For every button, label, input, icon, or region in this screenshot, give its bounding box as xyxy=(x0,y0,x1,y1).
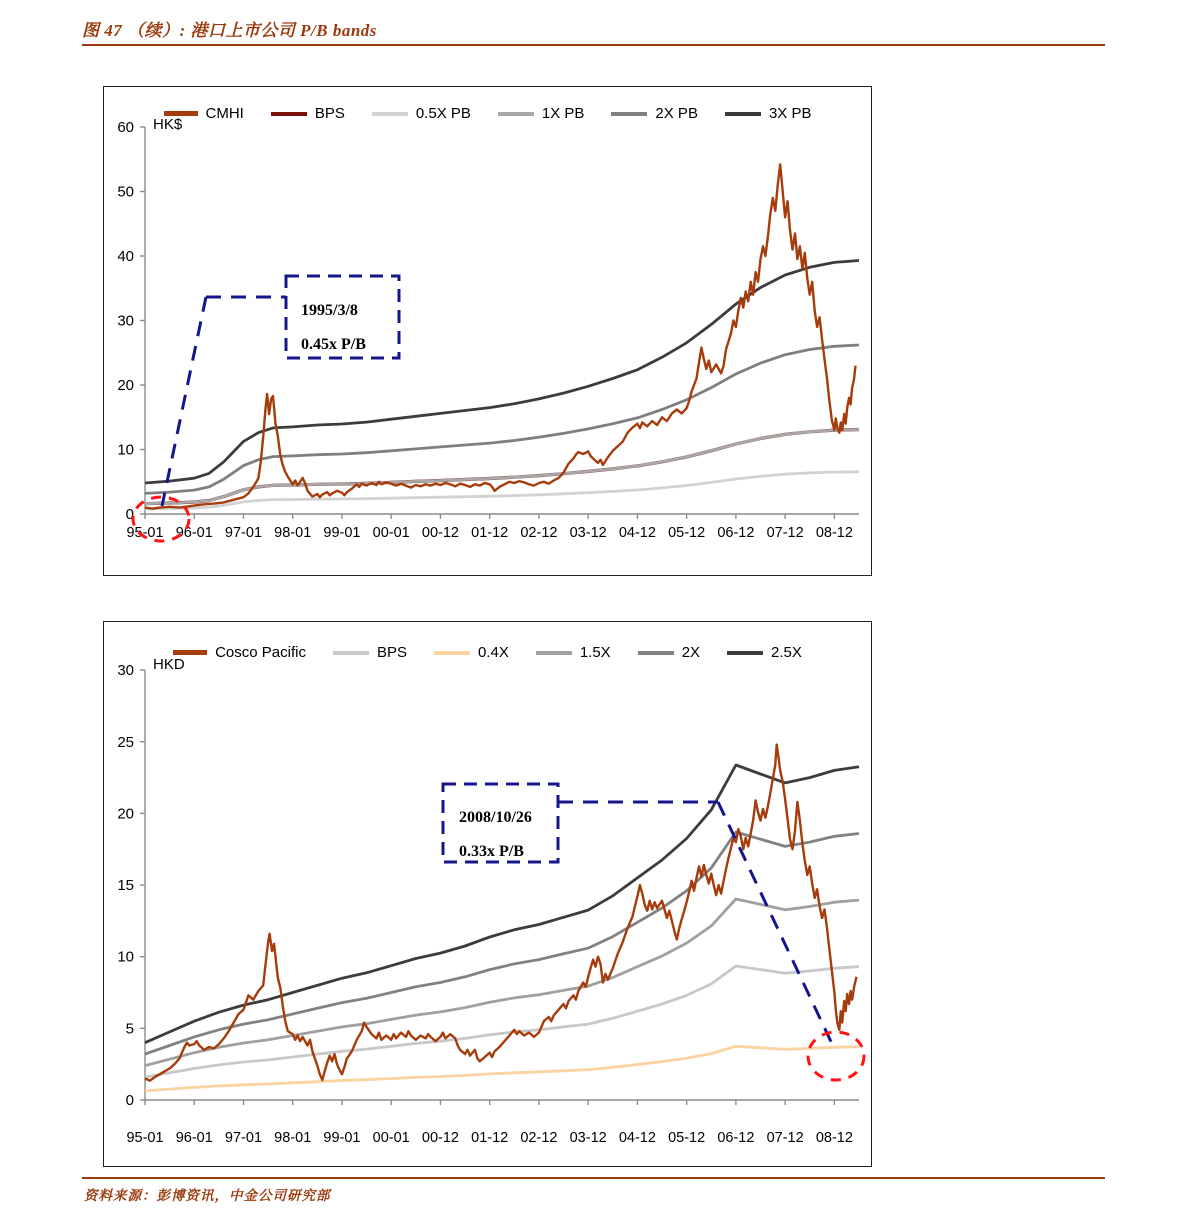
legend-label: 2.5X xyxy=(771,644,802,661)
figure-title: 图 47 （续）: 港口上市公司 P/B bands xyxy=(82,21,377,40)
legend-item xyxy=(536,644,611,661)
legend-item xyxy=(271,105,345,122)
legend-item xyxy=(372,105,471,122)
y-tick-label: 25 xyxy=(117,733,134,751)
y-tick-label: 10 xyxy=(117,441,134,459)
title-underline xyxy=(82,44,1105,46)
band-line-2x-pb xyxy=(145,345,859,493)
x-tick-label: 04-12 xyxy=(618,525,656,541)
legend-item xyxy=(727,644,802,661)
legend-item xyxy=(611,105,698,122)
legend-swatch xyxy=(372,112,408,116)
legend-label: 2X PB xyxy=(655,105,698,122)
x-tick-label: 95-01 xyxy=(126,525,164,541)
band-line-1.5x xyxy=(145,899,859,1066)
legend-label: 1X PB xyxy=(541,105,585,122)
legend-item xyxy=(725,105,812,122)
x-tick-label: 99-01 xyxy=(323,1130,361,1146)
x-tick-label: 01-12 xyxy=(471,525,509,541)
legend-label: 1.5X xyxy=(579,644,611,661)
x-tick-label: 06-12 xyxy=(717,525,755,541)
x-tick-label: 98-01 xyxy=(274,525,312,541)
legend-swatch xyxy=(434,651,470,655)
x-tick-label: 96-01 xyxy=(175,1130,213,1146)
x-tick-label: 97-01 xyxy=(224,1130,263,1146)
legend-swatch xyxy=(727,651,763,655)
legend-swatch xyxy=(498,112,534,116)
legend-swatch xyxy=(333,651,369,655)
legend-swatch xyxy=(611,112,647,116)
x-tick-label: 00-12 xyxy=(421,1130,459,1146)
y-tick-label: 30 xyxy=(117,312,134,330)
price-line-cmhi xyxy=(145,164,856,508)
legend-label: BPS xyxy=(314,105,345,122)
cmhi-legend xyxy=(104,105,871,122)
y-tick-label: 0 xyxy=(125,1092,134,1109)
cosco-legend xyxy=(104,644,871,661)
x-tick-label: 08-12 xyxy=(815,1130,853,1146)
annotation-text: 0.33x P/B xyxy=(459,843,524,860)
x-tick-label: 05-12 xyxy=(668,1130,706,1146)
y-tick-label: 60 xyxy=(117,119,134,136)
y-tick-label: 10 xyxy=(117,948,134,966)
x-tick-label: 07-12 xyxy=(766,525,804,541)
cosco-unit-label: HKD xyxy=(153,656,185,673)
annotation-leader-diagonal xyxy=(162,297,206,506)
y-tick-label: 5 xyxy=(125,1020,134,1038)
legend-item xyxy=(333,644,407,661)
legend-swatch xyxy=(271,112,307,116)
x-tick-label: 95-01 xyxy=(126,1130,164,1146)
footer-rule xyxy=(82,1177,1105,1179)
legend-swatch xyxy=(638,651,674,655)
x-tick-label: 98-01 xyxy=(274,1130,312,1146)
x-tick-label: 03-12 xyxy=(569,525,607,541)
x-tick-label: 05-12 xyxy=(668,525,706,541)
x-tick-label: 97-01 xyxy=(224,525,263,541)
x-tick-label: 07-12 xyxy=(766,1130,804,1146)
legend-item xyxy=(498,105,585,122)
legend-label: 0.4X xyxy=(477,644,509,661)
legend-label: BPS xyxy=(376,644,407,661)
x-tick-label: 04-12 xyxy=(618,1130,656,1146)
highlight-ellipse xyxy=(808,1032,864,1080)
legend-label: 2X xyxy=(681,644,701,661)
legend-swatch xyxy=(536,651,572,655)
cosco-chart-canvas xyxy=(104,622,871,1166)
legend-label: 0.5X PB xyxy=(415,105,471,122)
x-tick-label: 03-12 xyxy=(569,1130,607,1146)
y-tick-label: 40 xyxy=(117,248,134,265)
price-line-cosco-pacific xyxy=(145,745,857,1081)
x-tick-label: 01-12 xyxy=(471,1130,509,1146)
cmhi-unit-label: HK$ xyxy=(153,116,183,133)
x-tick-label: 00-01 xyxy=(372,1130,410,1146)
annotation-text: 2008/10/26 xyxy=(459,809,532,826)
x-tick-label: 96-01 xyxy=(175,525,213,541)
y-tick-label: 30 xyxy=(117,662,134,680)
y-tick-label: 20 xyxy=(117,805,134,823)
legend-label: CMHI xyxy=(205,105,244,122)
band-line-0.4x xyxy=(145,1046,859,1090)
legend-label: 3X PB xyxy=(768,105,812,122)
legend-label: Cosco Pacific xyxy=(215,644,306,661)
y-tick-label: 15 xyxy=(117,877,134,895)
x-tick-label: 02-12 xyxy=(520,525,558,541)
annotation-text: 0.45x P/B xyxy=(301,336,366,353)
source-note: 资料来源：彭博资讯，中金公司研究部 xyxy=(84,1188,331,1203)
legend-item xyxy=(638,644,700,661)
x-tick-label: 02-12 xyxy=(520,1130,558,1146)
band-line-2x xyxy=(145,832,859,1054)
x-tick-label: 00-12 xyxy=(421,525,459,541)
legend-item xyxy=(173,644,306,661)
cmhi-chart-canvas xyxy=(104,87,871,575)
x-tick-label: 06-12 xyxy=(717,1130,755,1146)
pb-band-chart-cmhi xyxy=(103,86,872,576)
y-tick-label: 50 xyxy=(117,183,134,201)
x-tick-label: 99-01 xyxy=(323,525,361,541)
legend-item xyxy=(434,644,509,661)
legend-swatch xyxy=(725,112,761,116)
y-tick-label: 0 xyxy=(125,506,134,523)
x-tick-label: 00-01 xyxy=(372,525,410,541)
x-tick-label: 08-12 xyxy=(815,525,853,541)
legend-swatch xyxy=(173,650,207,655)
pb-band-chart-cosco xyxy=(103,621,872,1167)
annotation-text: 1995/3/8 xyxy=(301,302,358,319)
y-tick-label: 20 xyxy=(117,377,134,394)
